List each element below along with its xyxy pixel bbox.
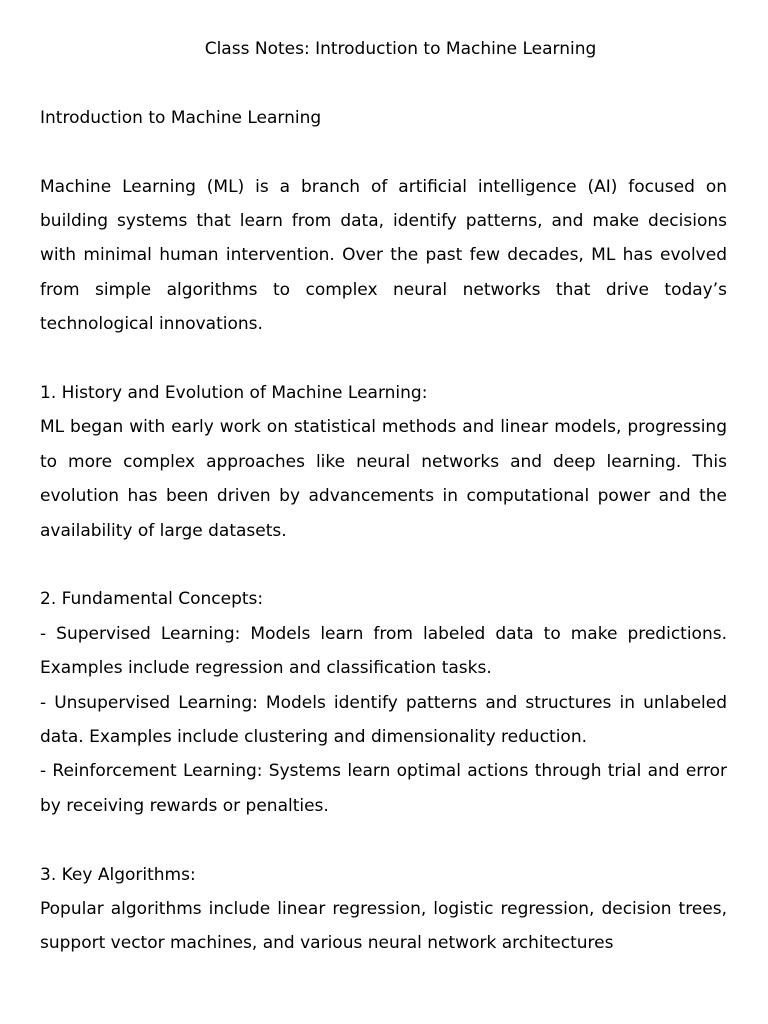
document-heading: Introduction to Machine Learning — [40, 107, 322, 128]
concept-item-reinforcement: - Reinforcement Learning: Systems learn optimal actions through trial and error by receiving rewards or penalties. — [40, 761, 727, 816]
section-heading-concepts: 2. Fundamental Concepts: — [40, 589, 264, 610]
section-body-algorithms: Popular algorithms include linear regression, logistic regression, decision trees, support vector machines, and various neural network architectures — [40, 899, 727, 954]
spacer — [40, 823, 727, 857]
document-page — [40, 32, 727, 961]
concept-item-unsupervised: - Unsupervised Learning: Models identify patterns and structures in unlabeled data. Examples include clustering and dimensionality reduction. — [40, 692, 727, 748]
section-body-history: ML began with early work on statistical methods and linear models, progressing to more complex approaches like neural networks and deep learning. This evolution has been driven by advancements in computational power and the availability of large datasets. — [40, 417, 727, 541]
spacer — [40, 135, 727, 169]
spacer — [40, 66, 727, 100]
spacer — [40, 548, 727, 582]
section-heading-algorithms: 3. Key Algorithms: — [40, 864, 196, 885]
spacer — [40, 342, 727, 376]
intro-paragraph: Machine Learning (ML) is a branch of artificial intelligence (AI) focused on building systems that learn from data, identify patterns, and make decisions with minimal human intervention. Over the past few decades, ML has evolved from simple algorithms to complex neural networks that drive today’s technological innovations. — [40, 176, 727, 335]
section-heading-history: 1. History and Evolution of Machine Learning: — [40, 383, 428, 404]
document-title: Class Notes: Introduction to Machine Learning — [204, 39, 597, 59]
concept-item-supervised: - Supervised Learning: Models learn from labeled data to make predictions. Examples include regression and classification tasks. — [40, 623, 727, 679]
